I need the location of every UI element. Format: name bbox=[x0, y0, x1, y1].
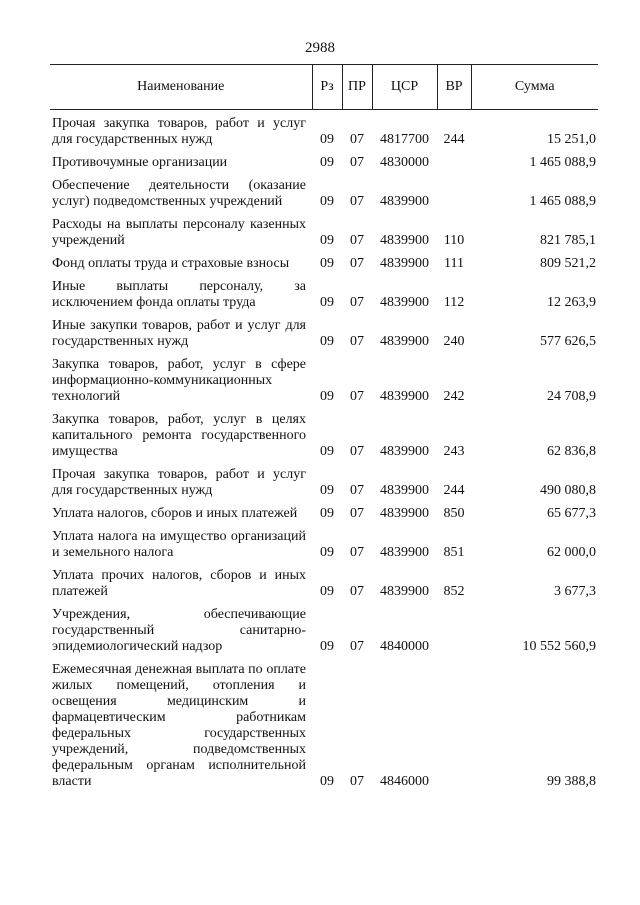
row-name: Расходы на выплаты персоналу казенных учреждений bbox=[52, 217, 306, 248]
row-vr: 110 bbox=[443, 233, 465, 248]
row-rz: 09 bbox=[320, 233, 334, 248]
header-vr: ВР bbox=[437, 65, 471, 110]
table-row bbox=[50, 351, 598, 406]
row-csr: 4846000 bbox=[380, 774, 429, 789]
row-csr: 4839900 bbox=[380, 389, 429, 404]
row-csr: 4830000 bbox=[380, 155, 429, 170]
table-row bbox=[50, 461, 598, 500]
row-vr: 851 bbox=[443, 545, 465, 560]
row-vr: 242 bbox=[443, 389, 465, 404]
row-pr: 07 bbox=[350, 295, 364, 310]
row-rz: 09 bbox=[320, 506, 334, 521]
row-name: Уплата прочих налогов, сборов и иных платежей bbox=[52, 568, 306, 599]
row-csr: 4839900 bbox=[380, 506, 429, 521]
table-row bbox=[50, 110, 598, 150]
row-sum: 62 836,8 bbox=[547, 444, 596, 459]
row-vr bbox=[437, 656, 471, 791]
row-pr: 07 bbox=[350, 389, 364, 404]
row-name: Прочая закупка товаров, работ и услуг для государственных нужд bbox=[52, 467, 306, 498]
row-pr: 07 bbox=[350, 334, 364, 349]
row-pr: 07 bbox=[350, 483, 364, 498]
row-sum: 809 521,2 bbox=[540, 256, 596, 271]
row-csr: 4839900 bbox=[380, 194, 429, 209]
budget-table bbox=[50, 64, 598, 791]
row-rz: 09 bbox=[320, 334, 334, 349]
header-name: Наименование bbox=[50, 65, 312, 110]
header-sum: Сумма bbox=[471, 65, 598, 110]
row-vr: 111 bbox=[444, 256, 464, 271]
row-pr: 07 bbox=[350, 774, 364, 789]
row-rz: 09 bbox=[320, 132, 334, 147]
row-vr: 244 bbox=[443, 483, 465, 498]
row-vr: 850 bbox=[443, 506, 465, 521]
row-pr: 07 bbox=[350, 256, 364, 271]
table-header-row bbox=[50, 65, 598, 110]
row-pr: 07 bbox=[350, 639, 364, 654]
table-row bbox=[50, 273, 598, 312]
row-rz: 09 bbox=[320, 155, 334, 170]
table-row bbox=[50, 500, 598, 523]
row-sum: 62 000,0 bbox=[547, 545, 596, 560]
row-sum: 1 465 088,9 bbox=[529, 155, 596, 170]
row-csr: 4839900 bbox=[380, 256, 429, 271]
table-row bbox=[50, 562, 598, 601]
row-csr: 4839900 bbox=[380, 483, 429, 498]
table-row bbox=[50, 312, 598, 351]
row-rz: 09 bbox=[320, 194, 334, 209]
row-rz: 09 bbox=[320, 295, 334, 310]
table-row bbox=[50, 523, 598, 562]
row-name: Уплата налога на имущество организаций и земельного налога bbox=[52, 529, 306, 560]
row-name: Прочая закупка товаров, работ и услуг для государственных нужд bbox=[52, 116, 306, 147]
table-row bbox=[50, 211, 598, 250]
row-sum: 12 263,9 bbox=[547, 295, 596, 310]
row-name: Ежемесячная денежная выплата по оплате жилых помещений, отопления и освещения медицинским и фармацевтическим работникам федеральных государственных учреждений, подведомственных федеральным органам исполнительной власти bbox=[52, 662, 306, 789]
table-row bbox=[50, 406, 598, 461]
row-rz: 09 bbox=[320, 256, 334, 271]
row-vr: 243 bbox=[443, 444, 465, 459]
page-number: 2988 bbox=[305, 40, 335, 56]
row-rz: 09 bbox=[320, 389, 334, 404]
row-name: Уплата налогов, сборов и иных платежей bbox=[52, 506, 298, 521]
row-sum: 1 465 088,9 bbox=[529, 194, 596, 209]
row-rz: 09 bbox=[320, 584, 334, 599]
row-name: Иные выплаты персоналу, за исключением фонда оплаты труда bbox=[52, 279, 306, 310]
row-name: Учреждения, обеспечивающие государственный санитарно-эпидемиологический надзор bbox=[52, 607, 306, 654]
row-csr: 4839900 bbox=[380, 295, 429, 310]
row-sum: 15 251,0 bbox=[547, 132, 596, 147]
row-rz: 09 bbox=[320, 444, 334, 459]
header-rz: Рз bbox=[312, 65, 342, 110]
row-rz: 09 bbox=[320, 545, 334, 560]
row-vr bbox=[437, 601, 471, 656]
row-sum: 821 785,1 bbox=[540, 233, 596, 248]
row-pr: 07 bbox=[350, 506, 364, 521]
row-sum: 577 626,5 bbox=[540, 334, 596, 349]
row-pr: 07 bbox=[350, 155, 364, 170]
row-csr: 4839900 bbox=[380, 233, 429, 248]
row-name: Иные закупки товаров, работ и услуг для государственных нужд bbox=[52, 318, 306, 349]
row-vr bbox=[437, 149, 471, 172]
row-rz: 09 bbox=[320, 774, 334, 789]
row-vr: 852 bbox=[443, 584, 465, 599]
row-vr: 112 bbox=[443, 295, 465, 310]
row-pr: 07 bbox=[350, 545, 364, 560]
row-name: Закупка товаров, работ, услуг в целях капитального ремонта государственного имущества bbox=[52, 412, 306, 459]
row-sum: 24 708,9 bbox=[547, 389, 596, 404]
row-sum: 3 677,3 bbox=[554, 584, 596, 599]
row-vr: 244 bbox=[443, 132, 465, 147]
row-sum: 490 080,8 bbox=[540, 483, 596, 498]
row-name: Фонд оплаты труда и страховые взносы bbox=[52, 256, 290, 271]
row-name: Обеспечение деятельности (оказание услуг) подведомственных учреждений bbox=[52, 178, 306, 209]
table-row bbox=[50, 656, 598, 791]
row-sum: 10 552 560,9 bbox=[522, 639, 596, 654]
table-row bbox=[50, 601, 598, 656]
table-row bbox=[50, 149, 598, 172]
row-rz: 09 bbox=[320, 483, 334, 498]
row-csr: 4839900 bbox=[380, 545, 429, 560]
row-csr: 4839900 bbox=[380, 584, 429, 599]
row-rz: 09 bbox=[320, 639, 334, 654]
row-vr: 240 bbox=[443, 334, 465, 349]
row-pr: 07 bbox=[350, 233, 364, 248]
row-csr: 4840000 bbox=[380, 639, 429, 654]
row-name: Закупка товаров, работ, услуг в сфере информационно-коммуникационных технологий bbox=[52, 357, 306, 404]
table-row bbox=[50, 172, 598, 211]
row-csr: 4839900 bbox=[380, 334, 429, 349]
header-pr: ПР bbox=[342, 65, 372, 110]
row-name: Противочумные организации bbox=[52, 155, 228, 170]
row-pr: 07 bbox=[350, 132, 364, 147]
row-pr: 07 bbox=[350, 584, 364, 599]
row-vr bbox=[437, 172, 471, 211]
row-sum: 99 388,8 bbox=[547, 774, 596, 789]
table-row bbox=[50, 250, 598, 273]
row-csr: 4817700 bbox=[380, 132, 429, 147]
row-pr: 07 bbox=[350, 444, 364, 459]
row-sum: 65 677,3 bbox=[547, 506, 596, 521]
header-csr: ЦСР bbox=[372, 65, 437, 110]
row-pr: 07 bbox=[350, 194, 364, 209]
row-csr: 4839900 bbox=[380, 444, 429, 459]
